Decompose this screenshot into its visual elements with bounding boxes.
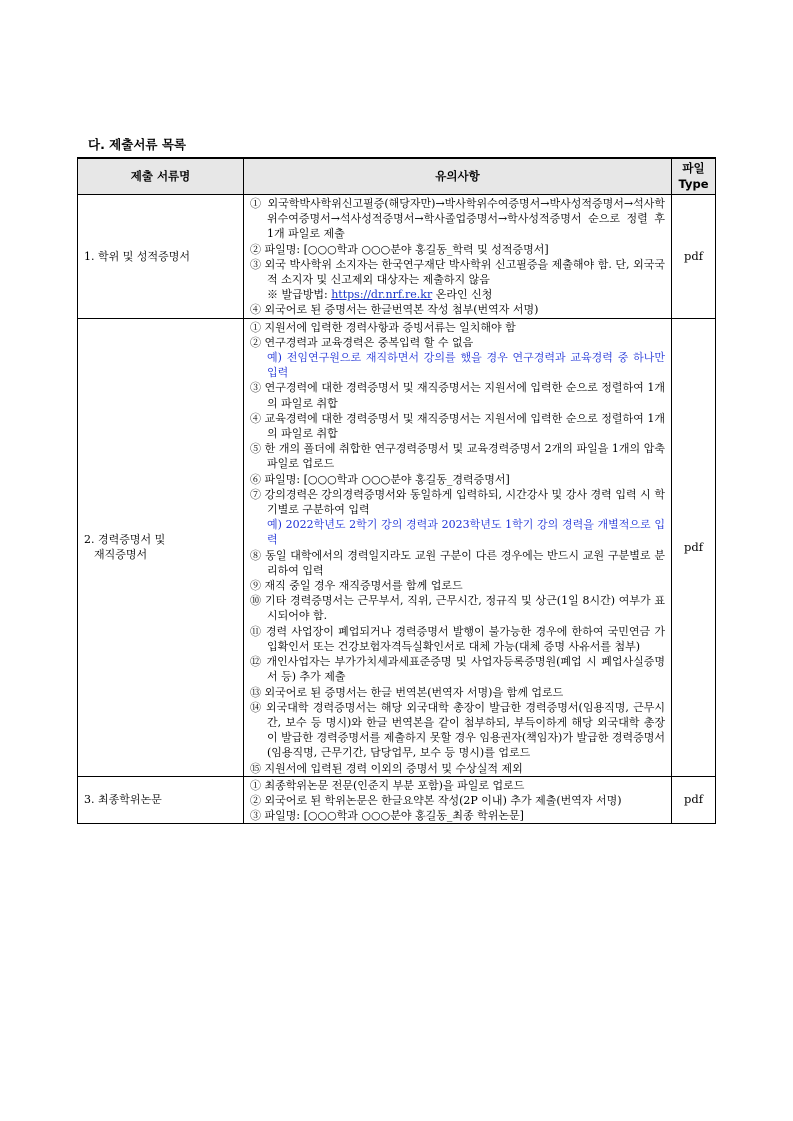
note-item: ⑪ 경력 사업장이 폐업되거나 경력증명서 발행이 불가능한 경우에 한하여 국민연금 가입확인서 또는 건강보험자격득실확인서로 대체 가능(대체 증명 사유서를 첨부) [250, 624, 665, 653]
note-item: ⑤ 한 개의 폴더에 취합한 연구경력증명서 및 교육경력증명서 2개의 파일을 1개의 압축파일로 업로드 [250, 442, 665, 471]
note-example: 예) 2022학년도 2학기 강의 경력과 2023학년도 1학기 강의 경력을 개별적으로 입력 [267, 518, 665, 547]
note-item: ⑮ 지원서에 입력된 경력 이외의 증명서 및 수상실적 제외 [250, 761, 523, 775]
header-type-line2: Type [678, 176, 709, 191]
document-name-cell [78, 195, 244, 319]
note-item: ⑥ 파일명: [○○○학과 ○○○분야 홍길동_경력증명서] [250, 472, 510, 486]
note-item: ③ 파일명: [○○○학과 ○○○분야 홍길동_최종 학위논문] [250, 809, 524, 823]
table-row [78, 318, 716, 776]
header-name: 제출 서류명 [78, 158, 244, 195]
document-name: 3. 최종학위논문 [84, 793, 162, 807]
table-row [78, 195, 716, 319]
note-item: ① 최종학위논문 전문(인준지 부분 포함)을 파일로 업로드 [250, 778, 525, 792]
table-row [78, 776, 716, 824]
document-name: 재직증명서 [94, 548, 148, 562]
header-notes: 유의사항 [244, 158, 672, 195]
note-item: ⑫ 개인사업자는 부가가치세과세표준증명 및 사업자등록증명원(폐업 시 폐업사실증명서 등) 추가 제출 [250, 655, 665, 684]
notes-cell [244, 195, 672, 319]
note-item: ④ 교육경력에 대한 경력증명서 및 재직증명서는 지원서에 입력한 순으로 정렬하여 1개의 파일로 취합 [250, 411, 665, 441]
note-item: ③ 외국 박사학위 소지자는 한국연구재단 박사학위 신고필증을 제출해야 함. 단, 외국국적 소지자 및 신고제외 대상자는 제출하지 않음 [250, 257, 665, 287]
document-name: 2. 경력증명서 및 [84, 532, 166, 546]
note-item: ① 외국학박사학위신고필증(해당자만)→박사학위수여증명서→박사성적증명서→석사학위수여증명서→석사성적증명서→학사졸업증명서→학사성적증명서 순으로 정렬 후 1개 파일로 제출 [250, 197, 665, 241]
note-item: ⑭ 외국대학 경력증명서는 해당 외국대학 총장이 발급한 경력증명서(임용직명, 근무시간, 보수 등 명시)와 한글 번역본을 같이 첨부하되, 부득이하게 해당 외국대학 총장이 발급한 경력증명서를 제출하지 못할 경우 임용권자(책임자)가 발급한 경력증명서(임용직명, 근무기간, 담당업무, 보수 등 명시)를 업로드 [250, 700, 665, 760]
section-title: 다. 제출서류 목록 [88, 137, 186, 152]
file-type-cell: pdf [672, 318, 716, 776]
note-item: ⑬ 외국어로 된 증명서는 한글 번역본(번역자 서명)을 함께 업로드 [250, 685, 564, 699]
note-item: ② 외국어로 된 학위논문은 한글요약본 작성(2P 이내) 추가 제출(번역자 서명) [250, 793, 622, 807]
document-list-table [77, 157, 716, 824]
note-item: ※ 발급방법: https://dr.nrf.re.kr 온라인 신청 [267, 288, 493, 302]
document-name-cell [78, 776, 244, 824]
table-header-row [78, 158, 716, 195]
issuance-link[interactable]: https://dr.nrf.re.kr [331, 288, 433, 302]
note-item: ⑩ 기타 경력증명서는 근무부서, 직위, 근무시간, 정규직 및 상근(1일 8시간) 여부가 표시되어야 함. [250, 594, 665, 623]
header-type [672, 158, 716, 195]
note-item: ③ 연구경력에 대한 경력증명서 및 재직증명서는 지원서에 입력한 순으로 정렬하여 1개의 파일로 취합 [250, 381, 665, 410]
note-item: ⑧ 동일 대학에서의 경력일지라도 교원 구분이 다른 경우에는 반드시 교원 구분별로 분리하여 입력 [250, 548, 665, 577]
note-item: ② 연구경력과 교육경력은 중복입력 할 수 없음 [250, 335, 474, 349]
note-item: ⑦ 강의경력은 강의경력증명서와 동일하게 입력하되, 시간강사 및 강사 경력 입력 시 학기별로 구분하여 입력 [250, 487, 665, 517]
note-example: 예) 전임연구원으로 재직하면서 강의를 했을 경우 연구경력과 교육경력 중 하나만 입력 [267, 351, 665, 380]
notes-cell [244, 318, 672, 776]
header-type-line1: 파일 [682, 161, 705, 176]
note-item: ⑨ 재직 중일 경우 재직증명서를 함께 업로드 [250, 579, 463, 593]
file-type-cell: pdf [672, 195, 716, 319]
notes-cell [244, 776, 672, 824]
note-item: ① 지원서에 입력한 경력사항과 증빙서류는 일치해야 함 [250, 320, 516, 334]
note-item: ④ 외국어로 된 증명서는 한글번역본 작성 첨부(번역자 서명) [250, 303, 539, 317]
file-type-cell: pdf [672, 776, 716, 824]
document-name: 1. 학위 및 성적증명서 [84, 249, 190, 263]
note-item: ② 파일명: [○○○학과 ○○○분야 홍길동_학력 및 성적증명서] [250, 242, 549, 256]
document-name-cell [78, 318, 244, 776]
